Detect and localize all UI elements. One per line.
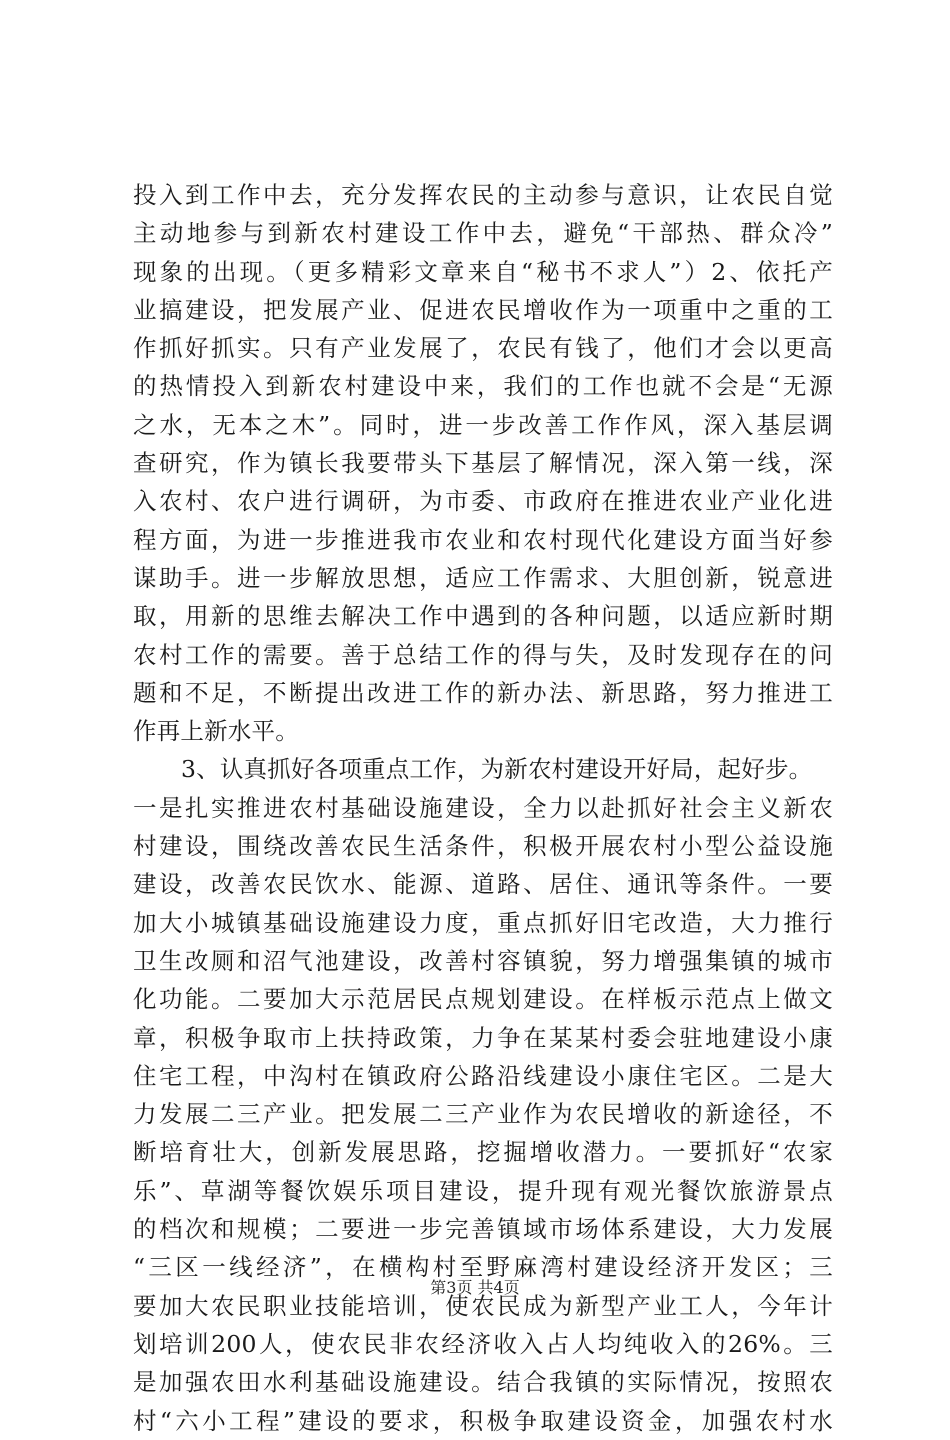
text-line: 村建设，围绕改善农民生活条件，积极开展农村小型公益设施 — [133, 832, 833, 861]
text-line: 的档次和规模；二要进一步完善镇域市场体系建设，大力发展 — [133, 1215, 833, 1244]
text-line: “三区一线经济”，在横构村至野麻湾村建设经济开发区；三 — [133, 1253, 833, 1282]
text-line: 题和不足，不断提出改进工作的新办法、新思路，努力推进工 — [133, 678, 833, 707]
text-line: 取，用新的思维去解决工作中遇到的各种问题，以适应新时期 — [133, 602, 833, 631]
text-line: 一是扎实推进农村基础设施建设，全力以赴抓好社会主义新农 — [133, 793, 833, 822]
text-line: 谋助手。进一步解放思想，适应工作需求、大胆创新，锐意进 — [133, 563, 833, 592]
text-line: 住宅工程，中沟村在镇政府公路沿线建设小康住宅区。二是大 — [133, 1061, 833, 1090]
text-line: 之水，无本之木”。同时，进一步改善工作作风，深入基层调 — [133, 410, 833, 439]
paragraph-start-line: 3、认真抓好各项重点工作，为新农村建设开好局，起好步。 — [181, 755, 813, 784]
text-line: 作再上新水平。 — [133, 717, 299, 746]
text-line: 卫生改厕和沼气池建设，改善村容镇貌，努力增强集镇的城市 — [133, 946, 833, 975]
text-line: 程方面，为进一步推进我市农业和农村现代化建设方面当好参 — [133, 525, 833, 554]
page-number-footer: 第3页 共4页 — [430, 1278, 520, 1297]
text-line: 查研究，作为镇长我要带头下基层了解情况，深入第一线，深 — [133, 449, 833, 478]
text-line: 划培训200人，使农民非农经济收入占人均纯收入的26%。三 — [133, 1329, 833, 1358]
text-line: 章，积极争取市上扶持政策，力争在某某村委会驻地建设小康 — [133, 1023, 833, 1052]
text-line: 化功能。二要加大示范居民点规划建设。在样板示范点上做文 — [133, 985, 833, 1014]
text-line: 的热情投入到新农村建设中来，我们的工作也就不会是“无源 — [133, 372, 833, 401]
text-line: 农村工作的需要。善于总结工作的得与失，及时发现存在的问 — [133, 640, 833, 669]
text-line: 加大小城镇基础设施建设力度，重点抓好旧宅改造，大力推行 — [133, 908, 833, 937]
text-line: 要加大农民职业技能培训，使农民成为新型产业工人，今年计 — [133, 1291, 833, 1320]
text-line: 业搞建设，把发展产业、促进农民增收作为一项重中之重的工 — [133, 295, 833, 324]
text-line: 断培育壮大，创新发展思路，挖掘增收潜力。一要抓好“农家 — [133, 1138, 833, 1167]
text-line: 建设，改善农民饮水、能源、道路、居住、通讯等条件。一要 — [133, 870, 833, 899]
body-text — [133, 176, 833, 1440]
text-line: 是加强农田水利基础设施建设。结合我镇的实际情况，按照农 — [133, 1368, 833, 1397]
text-line: 村“六小工程”建设的要求，积极争取建设资金，加强农村水 — [133, 1406, 833, 1435]
text-line: 乐”、草湖等餐饮娱乐项目建设，提升现有观光餐饮旅游景点 — [133, 1176, 833, 1205]
text-line: 主动地参与到新农村建设工作中去，避免“干部热、群众冷” — [133, 219, 833, 248]
text-line: 力发展二三产业。把发展二三产业作为农民增收的新途径，不 — [133, 1100, 833, 1129]
text-line: 投入到工作中去，充分发挥农民的主动参与意识，让农民自觉 — [133, 181, 833, 209]
text-line: 作抓好抓实。只有产业发展了，农民有钱了，他们才会以更高 — [133, 334, 833, 363]
text-line: 入农村、农户进行调研，为市委、市政府在推进农业产业化进 — [133, 487, 833, 516]
text-line: 现象的出现。（更多精彩文章来自“秘书不求人”）2、依托产 — [133, 257, 833, 286]
